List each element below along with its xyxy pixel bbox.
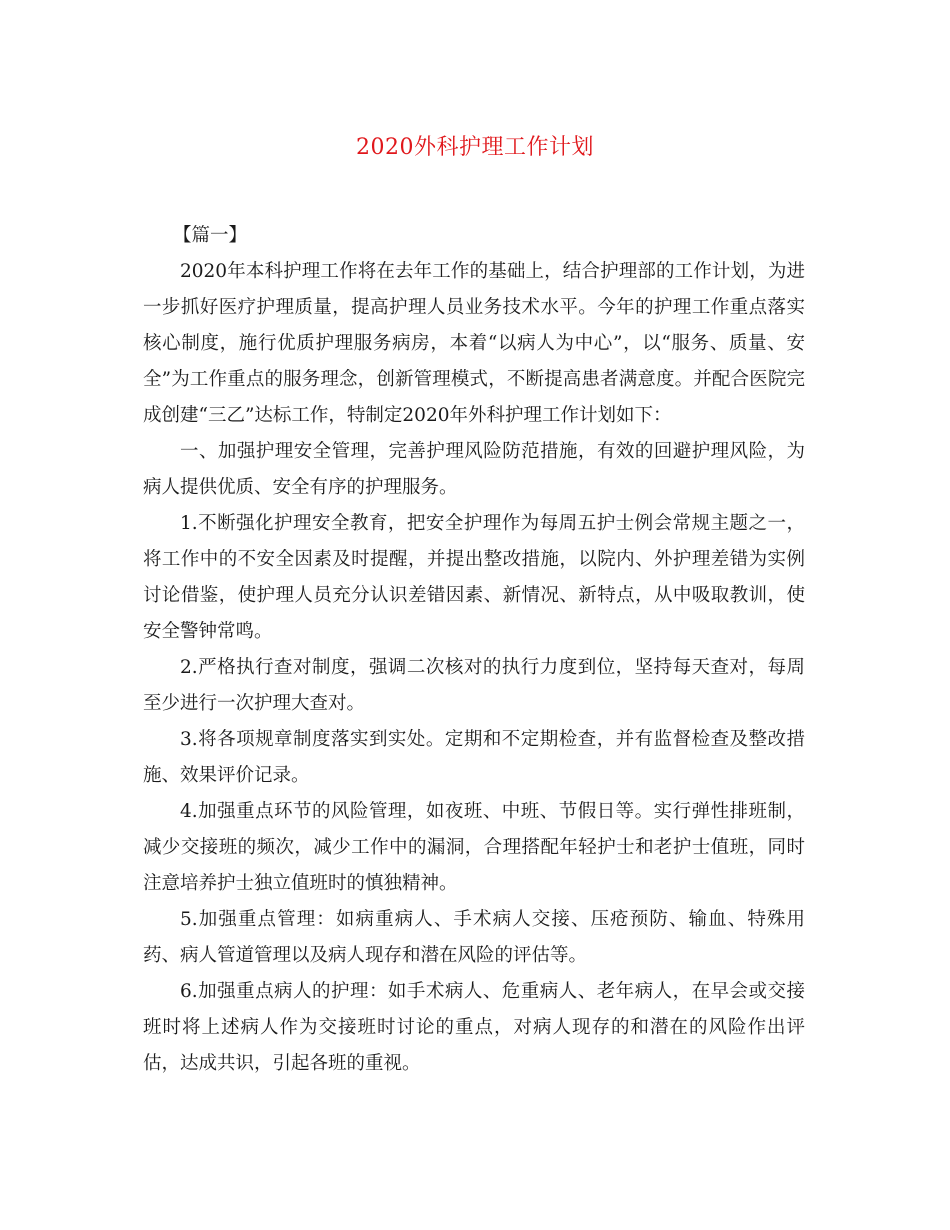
paragraph-intro: 2020年本科护理工作将在去年工作的基础上，结合护理部的工作计划，为进一步抓好医疗护理质量，提高护理人员业务技术水平。今年的护理工作重点落实核心制度，施行优质护理服务病房，本着“以病人为中心”，以“服务、质量、安全”为工作重点的服务理念，创新管理模式，不断提高患者满意度。并配合医院完成创建“三乙”达标工作，特制定2020年外科护理工作计划如下： xyxy=(143,261,805,426)
paragraph-item-5: 5.加强重点管理：如病重病人、手术病人交接、压疮预防、输血、特殊用药、病人管道管理以及病人现存和潜在风险的评估等。 xyxy=(143,909,805,966)
paragraph-item-1: 1.不断强化护理安全教育，把安全护理作为每周五护士例会常规主题之一，将工作中的不安全因素及时提醒，并提出整改措施，以院内、外护理差错为实例讨论借鉴，使护理人员充分认识差错因素、新情况、新特点，从中吸取教训，使安全警钟常鸣。 xyxy=(143,513,805,642)
document-body xyxy=(143,218,805,1082)
paragraph-item-2: 2.严格执行查对制度，强调二次核对的执行力度到位，坚持每天查对，每周至少进行一次护理大查对。 xyxy=(143,657,805,714)
paragraph-item-6: 6.加强重点病人的护理：如手术病人、危重病人、老年病人，在早会或交接班时将上述病人作为交接班时讨论的重点，对病人现存的和潜在的风险作出评估，达成共识，引起各班的重视。 xyxy=(143,981,805,1074)
paragraph-item-3: 3.将各项规章制度落实到实处。定期和不定期检查，并有监督检查及整改措施、效果评价记录。 xyxy=(143,729,805,786)
section-label: 【篇一】 xyxy=(173,225,248,246)
paragraph-heading-1: 一、加强护理安全管理，完善护理风险防范措施，有效的回避护理风险，为病人提供优质、安全有序的护理服务。 xyxy=(143,441,805,498)
paragraph-item-4: 4.加强重点环节的风险管理，如夜班、中班、节假日等。实行弹性排班制，减少交接班的频次，减少工作中的漏洞，合理搭配年轻护士和老护士值班，同时注意培养护士独立值班时的慎独精神。 xyxy=(143,801,805,894)
document-title: 2020外科护理工作计划 xyxy=(356,135,594,160)
